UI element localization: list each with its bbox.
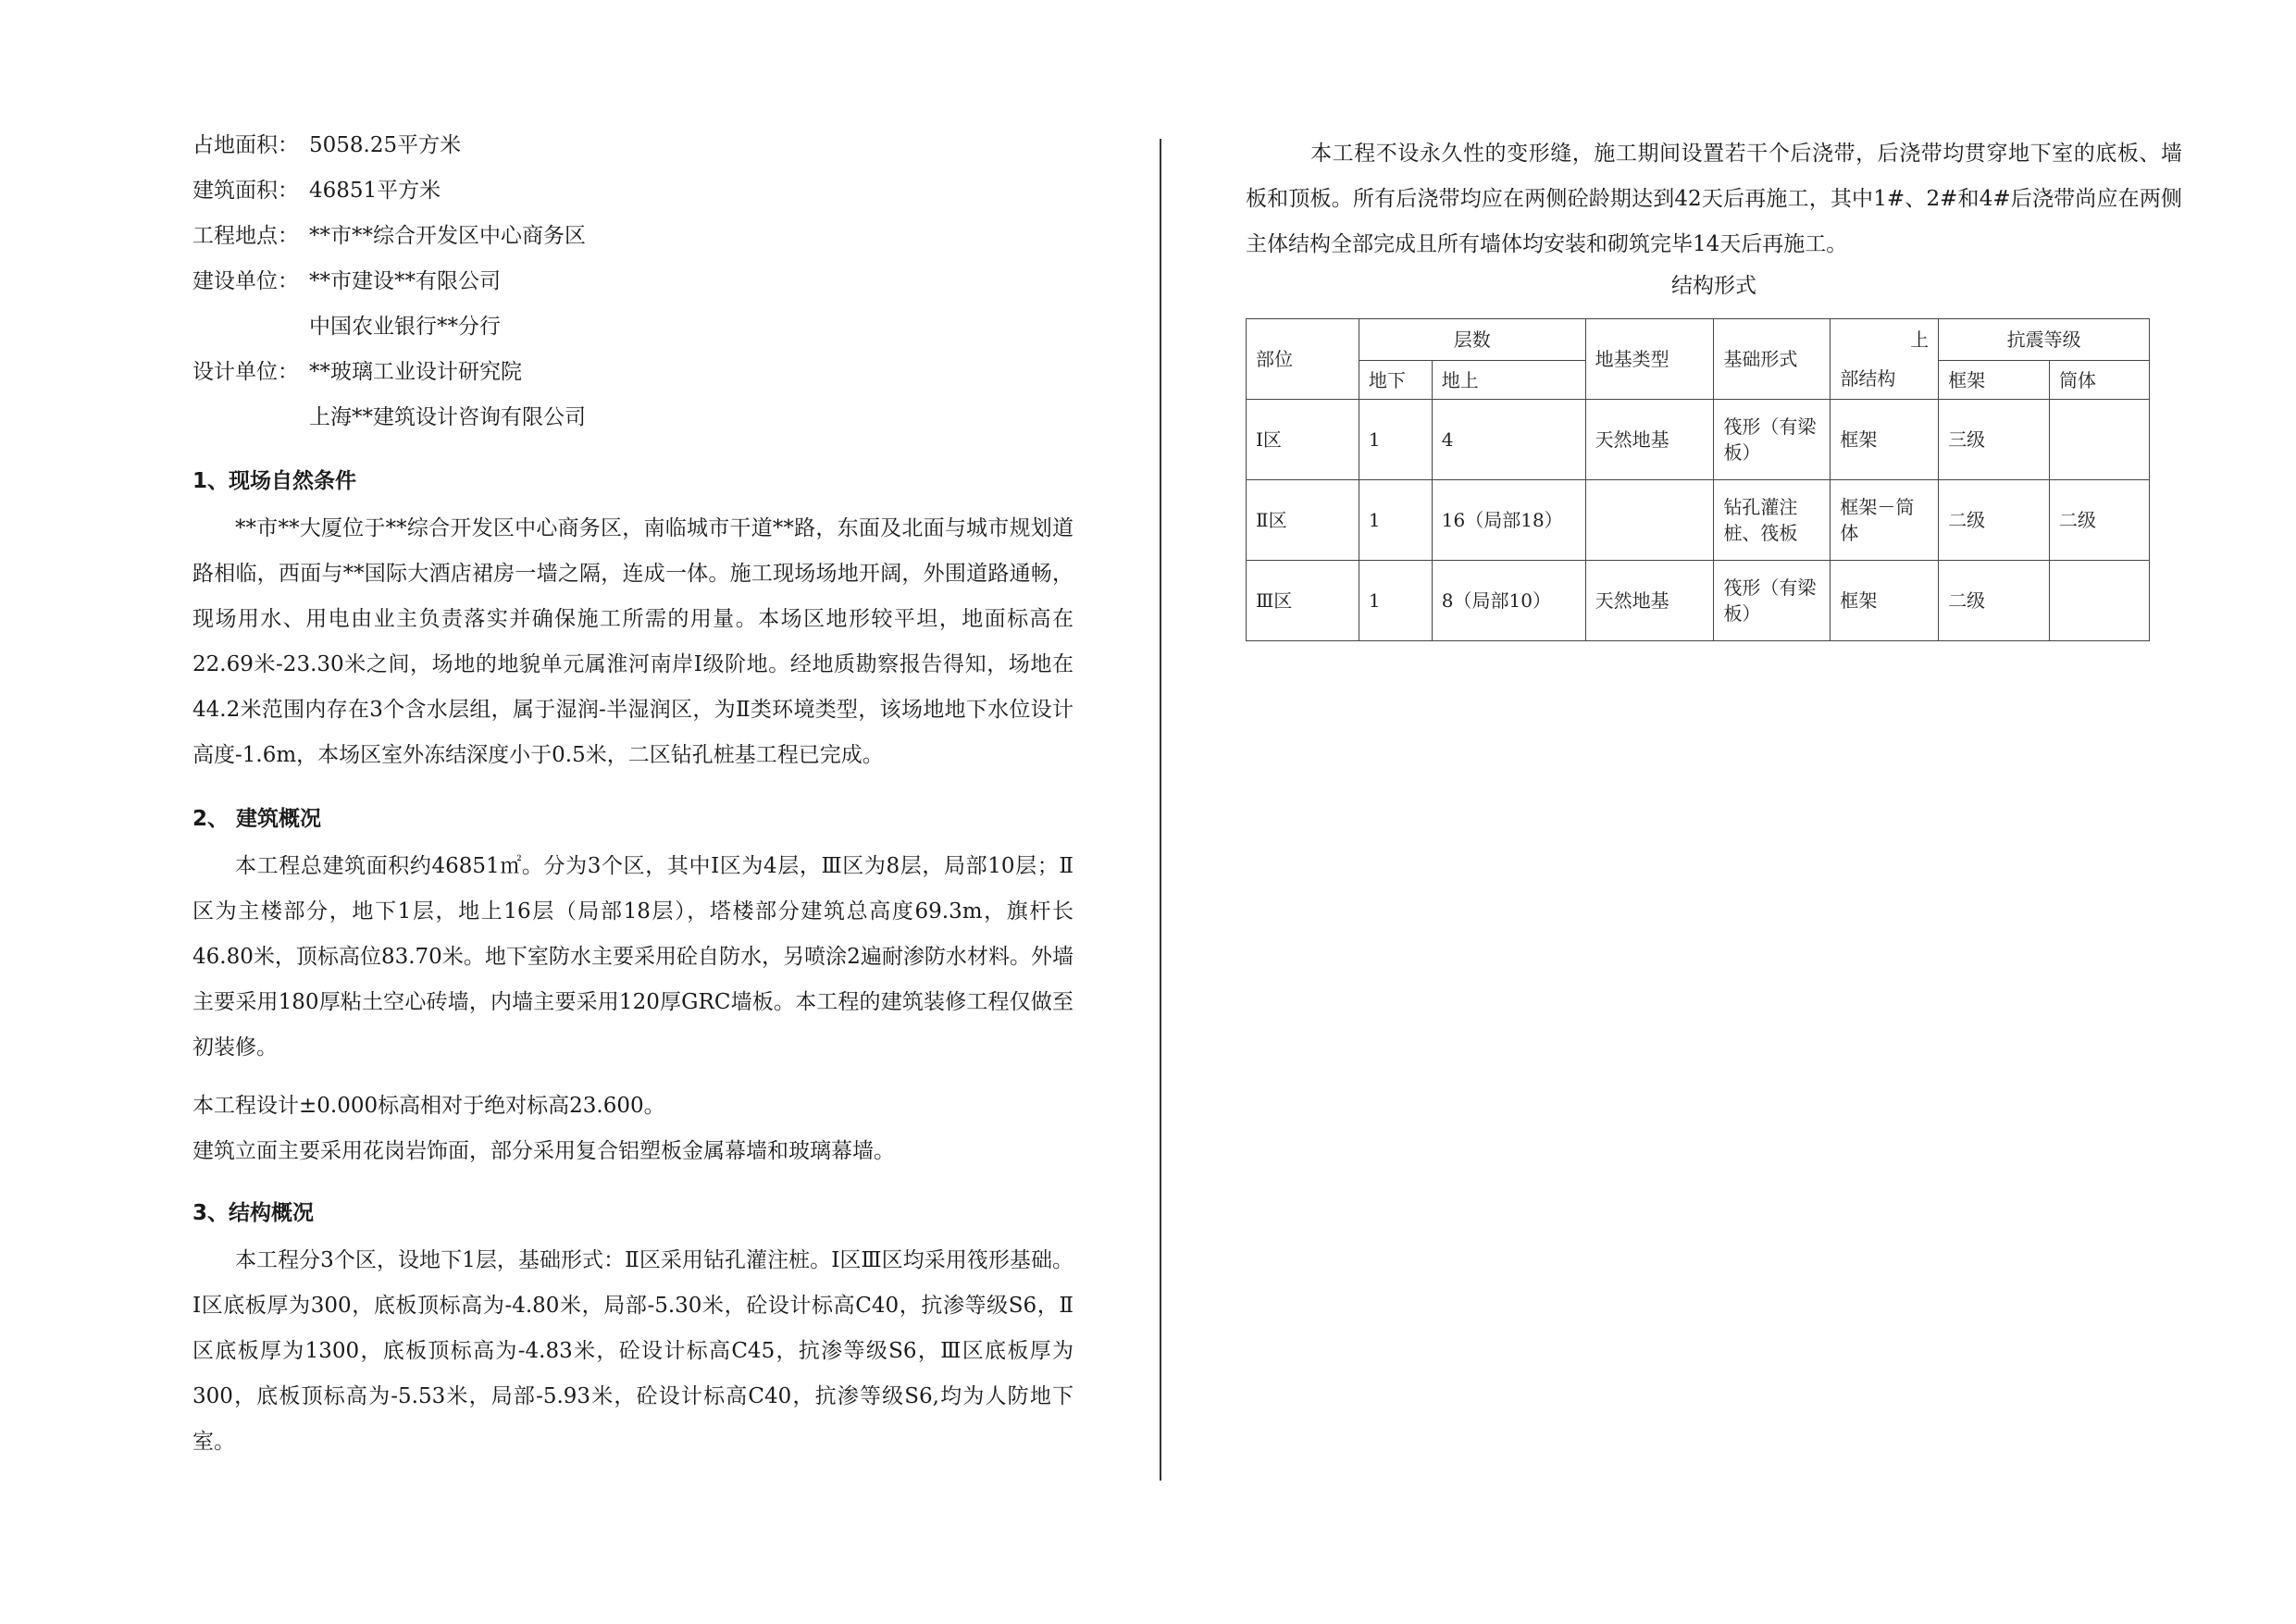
table-row [1247, 480, 2150, 561]
cell-frame: 二级 [1939, 480, 2050, 561]
header-part: 部位 [1247, 319, 1359, 400]
info-line-owner-2 [192, 313, 501, 341]
cell-ground: 天然地基 [1585, 400, 1714, 480]
table-title: 结构形式 [1671, 274, 1756, 298]
header-upper-structure [1831, 319, 1939, 400]
cell-under: 1 [1359, 561, 1432, 641]
info-line-designer-2 [192, 403, 586, 431]
cell-ground: 天然地基 [1585, 561, 1714, 641]
cell-upper: 框架 [1831, 561, 1939, 641]
cell-tube [2050, 400, 2150, 480]
building-elevation-line [192, 1092, 1074, 1120]
cell-above: 4 [1432, 400, 1585, 480]
header-upper-b: 部结构 [1840, 367, 1896, 390]
cell-foundation: 筏形（有梁板） [1714, 561, 1831, 641]
info-value: **玻璃工业设计研究院 [309, 360, 522, 384]
header-ground-type: 地基类型 [1585, 319, 1714, 400]
table-row [1247, 400, 2150, 480]
cell-tube [2050, 561, 2150, 641]
section-text-site-conditions: **市**大厦位于**综合开发区中心商务区，南临城市干道**路，东面及北面与城市规划道路相临，西面与**国际大酒店裙房一墙之隔，连成一体。施工现场场地开阔，外围道路通畅，现场用水、用电由业主负责落实并确保施工所需的用量。本场区地形较平坦，地面标高在22.69米-23.30米之间，场地的地貌单元属淮河南岸Ⅰ级阶地。经地质勘察报告得知，场地在44.2米范围内存在3个含水层组，属于湿润-半湿润区，为Ⅱ类环境类型，该场地地下水位设计高度-1.6m，本场区室外冻结深度小于0.5米，二区钻孔桩基工程已完成。 [192, 516, 1074, 767]
section-text-building-overview: 本工程总建筑面积约46851㎡。分为3个区，其中Ⅰ区为4层，Ⅲ区为8层，局部10层；Ⅱ区为主楼部分，地下1层，地上16层（局部18层），塔楼部分建筑总高度69.3m，旗杆长46.80米，顶标高位83.70米。地下室防水主要采用砼自防水，另喷涂2遍耐渗防水材料。外墙主要采用180厚粘土空心砖墙，内墙主要采用120厚GRC墙板。本工程的建筑装修工程仅做至初装修。 [192, 854, 1074, 1060]
table-header-row [1247, 319, 2150, 361]
info-line-owner [192, 267, 501, 295]
structure-table [1246, 318, 2150, 641]
cell-above: 8（局部10） [1432, 561, 1585, 641]
info-label: 占地面积： [192, 133, 299, 157]
info-line-site-area [192, 131, 461, 159]
cell-tube: 二级 [2050, 480, 2150, 561]
info-value: **市建设**有限公司 [309, 269, 501, 293]
cell-foundation: 钻孔灌注桩、筏板 [1714, 480, 1831, 561]
info-line-location [192, 222, 586, 250]
table-row [1247, 561, 2150, 641]
header-upper-a: 上 [1910, 329, 1930, 351]
section-text-structure-overview: 本工程分3个区，设地下1层，基础形式：Ⅱ区采用钻孔灌注桩。Ⅰ区Ⅲ区均采用筏形基础。Ⅰ区底板厚为300，底板顶标高为-4.80米，局部-5.30米，砼设计标高C40，抗渗等级S6，Ⅱ区底板厚为1300，底板顶标高为-4.83米，砼设计标高C45，抗渗等级S6，Ⅲ区底板厚为300，底板顶标高为-5.53米，局部-5.93米，砼设计标高C40，抗渗等级S6,均为人防地下室。 [192, 1248, 1074, 1454]
header-tube: 筒体 [2050, 361, 2150, 400]
header-seismic: 抗震等级 [1939, 319, 2150, 361]
info-value: 5058.25平方米 [309, 133, 462, 157]
header-foundation: 基础形式 [1714, 319, 1831, 400]
info-value: 中国农业银行**分行 [309, 315, 501, 339]
building-facade-line: 建筑立面主要采用花岗岩饰面，部分采用复合铝塑板金属幕墙和玻璃幕墙。 [192, 1139, 895, 1163]
cell-under: 1 [1359, 480, 1432, 561]
elevation-text: 本工程设计±0.000标高相对于绝对标高23.600。 [192, 1094, 665, 1118]
cell-part: Ⅰ区 [1247, 400, 1359, 480]
info-line-building-area [192, 177, 441, 205]
expansion-joint-paragraph: 本工程不设永久性的变形缝，施工期间设置若干个后浇带，后浇带均贯穿地下室的底板、墙板和顶板。所有后浇带均应在两侧砼龄期达到42天后再施工，其中1#、2#和4#后浇带尚应在两侧主体结构全部完成且所有墙体均安装和砌筑完毕14天后再施工。 [1246, 142, 2182, 256]
header-underground: 地下 [1359, 361, 1432, 400]
info-label: 建设单位： [192, 269, 299, 293]
info-line-designer [192, 358, 522, 386]
cell-frame: 二级 [1939, 561, 2050, 641]
cell-foundation: 筏形（有梁板） [1714, 400, 1831, 480]
header-floors: 层数 [1359, 319, 1585, 361]
info-label: 工程地点： [192, 224, 299, 248]
info-value: **市**综合开发区中心商务区 [309, 224, 586, 248]
info-value: 46851平方米 [309, 179, 441, 203]
cell-upper: 框架－筒体 [1831, 480, 1939, 561]
section-heading-site-conditions: 1、现场自然条件 [192, 469, 357, 493]
cell-ground [1585, 480, 1714, 561]
info-label: 建筑面积： [192, 179, 299, 203]
cell-part: Ⅱ区 [1247, 480, 1359, 561]
cell-above: 16（局部18） [1432, 480, 1585, 561]
header-aboveground: 地上 [1432, 361, 1585, 400]
section-heading-structure-overview: 3、结构概况 [192, 1201, 315, 1225]
info-label: 设计单位： [192, 360, 299, 384]
cell-part: Ⅲ区 [1247, 561, 1359, 641]
section-heading-building-overview: 2、 建筑概况 [192, 807, 322, 831]
info-value: 上海**建筑设计咨询有限公司 [309, 405, 586, 429]
cell-upper: 框架 [1831, 400, 1939, 480]
cell-under: 1 [1359, 400, 1432, 480]
column-divider [1160, 139, 1161, 1481]
cell-frame: 三级 [1939, 400, 2050, 480]
header-frame: 框架 [1939, 361, 2050, 400]
